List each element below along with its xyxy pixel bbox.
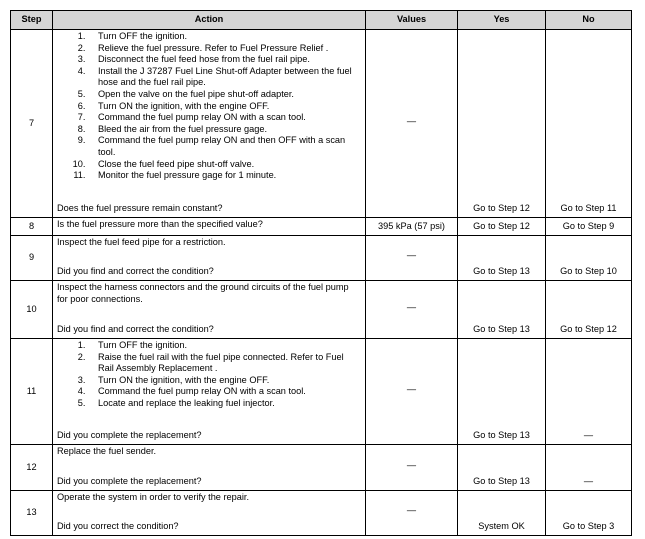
- header-row: [11, 11, 632, 30]
- header-action: Action: [53, 11, 366, 30]
- step-number: 10: [11, 281, 53, 339]
- question-text: Did you find and correct the condition?: [57, 324, 214, 335]
- action-cell: [53, 339, 366, 445]
- action-cell: [53, 491, 366, 536]
- value-cell: —: [366, 30, 458, 218]
- value-cell: 395 kPa (57 psi): [366, 218, 458, 236]
- header-step: Step: [11, 11, 53, 30]
- step-number: 8: [11, 218, 53, 236]
- no-result: —: [546, 339, 632, 445]
- yes-result: Go to Step 12: [458, 30, 546, 218]
- list-item: 11. Monitor the fuel pressure gage for 1 minute.: [88, 170, 359, 182]
- list-item: 2. Raise the fuel rail with the fuel pipe connected. Refer to Fuel Rail Assembly Replacement .: [88, 352, 359, 375]
- list-item: 4. Install the J 37287 Fuel Line Shut-off Adapter between the fuel hose and the fuel rail pipe.: [88, 66, 359, 89]
- no-result: Go to Step 10: [546, 236, 632, 281]
- no-result: —: [546, 445, 632, 491]
- action-cell: [53, 281, 366, 339]
- header-no: No: [546, 11, 632, 30]
- step-number: 9: [11, 236, 53, 281]
- yes-result: System OK: [458, 491, 546, 536]
- list-item: 10. Close the fuel feed pipe shut-off valve.: [88, 159, 359, 171]
- table-row-step-9: [11, 236, 632, 281]
- action-text: Operate the system in order to verify the repair.: [57, 492, 250, 502]
- action-text: Replace the fuel sender.: [57, 446, 157, 456]
- list-item: 3. Turn ON the ignition, with the engine OFF.: [88, 375, 359, 387]
- list-item: 1. Turn OFF the ignition.: [88, 31, 359, 43]
- list-item: 5. Open the valve on the fuel pipe shut-off adapter.: [88, 89, 359, 101]
- action-list: [57, 340, 359, 410]
- question-text: Did you find and correct the condition?: [57, 266, 214, 277]
- list-item: 2. Relieve the fuel pressure. Refer to Fuel Pressure Relief .: [88, 43, 359, 55]
- question-text: Is the fuel pressure more than the specified value?: [57, 219, 263, 229]
- table-row-step-13: [11, 491, 632, 536]
- list-item: 5. Locate and replace the leaking fuel injector.: [88, 398, 359, 410]
- yes-result: Go to Step 13: [458, 339, 546, 445]
- list-item: 1. Turn OFF the ignition.: [88, 340, 359, 352]
- step-number: 12: [11, 445, 53, 491]
- step-number: 7: [11, 30, 53, 218]
- question-text: Did you complete the replacement?: [57, 476, 202, 487]
- header-values: Values: [366, 11, 458, 30]
- action-cell: [53, 218, 366, 236]
- list-item: 4. Command the fuel pump relay ON with a scan tool.: [88, 386, 359, 398]
- table-row-step-12: [11, 445, 632, 491]
- question-text: Does the fuel pressure remain constant?: [57, 203, 223, 214]
- list-item: 6. Turn ON the ignition, with the engine OFF.: [88, 101, 359, 113]
- step-number: 11: [11, 339, 53, 445]
- action-text: Inspect the fuel feed pipe for a restriction.: [57, 237, 226, 247]
- action-cell: [53, 445, 366, 491]
- header-yes: Yes: [458, 11, 546, 30]
- list-item: 8. Bleed the air from the fuel pressure gage.: [88, 124, 359, 136]
- list-item: 7. Command the fuel pump relay ON with a scan tool.: [88, 112, 359, 124]
- question-text: Did you complete the replacement?: [57, 430, 202, 441]
- value-cell: —: [366, 236, 458, 281]
- question-text: Did you correct the condition?: [57, 521, 179, 532]
- table-row-step-10: [11, 281, 632, 339]
- action-list: [57, 31, 359, 182]
- table-row-step-8: [11, 218, 632, 236]
- yes-result: Go to Step 13: [458, 281, 546, 339]
- diagnostic-table: [10, 10, 632, 536]
- value-cell: —: [366, 445, 458, 491]
- no-result: Go to Step 9: [546, 218, 632, 236]
- list-item: 3. Disconnect the fuel feed hose from the fuel rail pipe.: [88, 54, 359, 66]
- value-cell: —: [366, 491, 458, 536]
- yes-result: Go to Step 12: [458, 218, 546, 236]
- table-row-step-7: [11, 30, 632, 218]
- action-text: Inspect the harness connectors and the ground circuits of the fuel pump for poor connections.: [57, 282, 349, 304]
- value-cell: —: [366, 339, 458, 445]
- list-item: 9. Command the fuel pump relay ON and then OFF with a scan tool.: [88, 135, 359, 158]
- action-cell: [53, 236, 366, 281]
- no-result: Go to Step 11: [546, 30, 632, 218]
- no-result: Go to Step 3: [546, 491, 632, 536]
- yes-result: Go to Step 13: [458, 236, 546, 281]
- step-number: 13: [11, 491, 53, 536]
- table-row-step-11: [11, 339, 632, 445]
- action-cell: [53, 30, 366, 218]
- no-result: Go to Step 12: [546, 281, 632, 339]
- value-cell: —: [366, 281, 458, 339]
- yes-result: Go to Step 13: [458, 445, 546, 491]
